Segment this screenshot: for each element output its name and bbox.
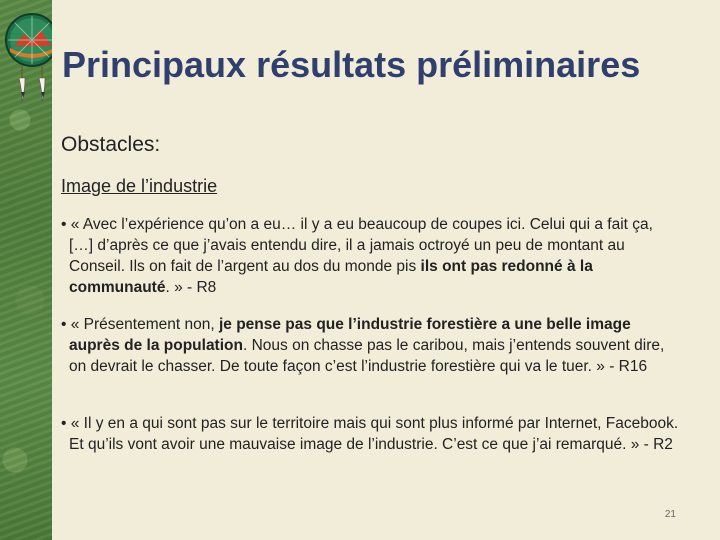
section-heading: Obstacles: — [61, 133, 161, 156]
quote-item — [61, 314, 679, 377]
page-number: 21 — [664, 509, 676, 520]
bullet-marker: • — [61, 415, 67, 432]
quote-emphasis: ils ont pas redonné à la communauté — [69, 258, 593, 296]
quote-item — [61, 214, 679, 298]
slide-content — [52, 0, 720, 540]
bullet-marker: • — [61, 316, 67, 333]
quote-item — [61, 413, 679, 455]
quote-text: « Avec l’expérience qu’on a eu… il y a eu beaucoup de coupes ici. Celui qui a fait ça, […] d’après ce que j’avais entendu dire, il a jamais octroyé un peu de montant au Conseil. Ils on fait de l’argent au dos du monde pis — [69, 216, 653, 275]
quote-attribution: . » - R8 — [165, 279, 217, 296]
quote-attribution: . Nous on chasse pas le caribou, mais j’entends souvent dire, on devrait le chasser. De toute façon c’est l’industrie forestière qui va le tuer. » - R16 — [69, 337, 665, 375]
quote-emphasis: je pense pas que l’industrie forestière a une belle image auprès de la population — [69, 316, 631, 354]
slide-title: Principaux résultats préliminaires — [62, 44, 641, 85]
quote-text: « Il y en a qui sont pas sur le territoire mais qui sont plus informé par Internet, Facebook. Et qu’ils vont avoir une mauvaise image de l’industrie. C’est ce que j’ai remarqué. » - R2 — [69, 415, 679, 453]
subheading: Image de l’industrie — [61, 176, 218, 196]
quote-text: « Présentement non, — [70, 316, 219, 333]
bullet-marker: • — [61, 216, 67, 233]
